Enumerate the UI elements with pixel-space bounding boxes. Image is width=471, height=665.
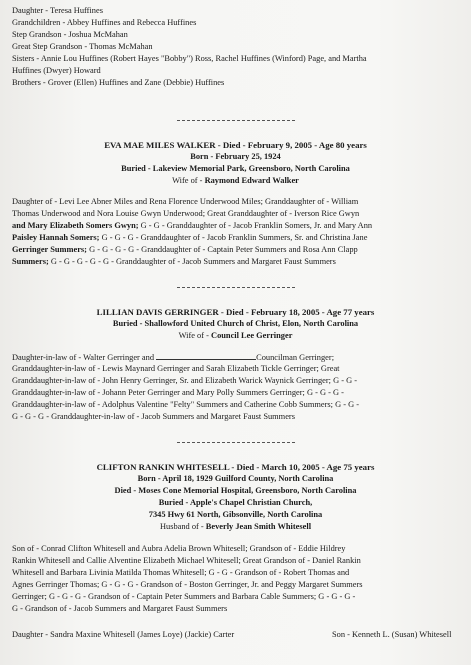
walker-wife-line — [0, 176, 471, 186]
whitesell-lineage-1: Son of - Conrad Clifton Whitesell and Aubra Adelia Brown Whitesell; Grandson of - Eddie Hildrey — [12, 544, 346, 553]
whitesell-buried: Buried - Apple's Chapel Christian Church, — [158, 498, 313, 507]
walker-lineage-5 — [12, 245, 464, 255]
gerringer-header: LILLIAN DAVIS GERRINGER - Died - February 18, 2005 - Age 77 years — [96, 307, 375, 317]
gerringer-lineage-5: Granddaughter-in-law of - Adolphus Valentine "Felty" Summers and Catherine Cobb Summers; G - G - — [12, 400, 360, 409]
gerringer-lineage-1-left: Daughter-in-law of - Walter Gerringer and — [12, 353, 155, 362]
gerringer-wife-prefix: Wife of - — [178, 331, 212, 340]
gerringer-lineage-1-right: Councilman Gerringer; — [256, 353, 335, 362]
whitesell-children — [12, 630, 464, 640]
walker-lineage-2: Thomas Underwood and Nora Louise Gwyn Underwood; Great Granddaughter of - Iverson Rice Gwyn — [12, 209, 360, 218]
top-grandchildren: Grandchildren - Abbey Huffines and Rebecca Huffines — [12, 18, 197, 27]
top-brothers: Brothers - Grover (Ellen) Huffines and Zane (Debbie) Huffines — [12, 78, 225, 87]
top-sisters-line1: Sisters - Annie Lou Huffines (Robert Hayes "Bobby") Ross, Rachel Huffines (Winford) Page, and Martha — [12, 54, 367, 63]
gerringer-lineage-3: Granddaughter-in-law of - John Henry Gerringer, Sr. and Elizabeth Warick Waynick Gerringer; G - G - — [12, 376, 358, 385]
top-step-grandson: Step Grandson - Joshua McMahan — [12, 30, 128, 39]
walker-lineage-4-bold: Paisley Hannah Somers; — [12, 233, 100, 242]
walker-lineage-6-rest: G - G - G - G - G - Granddaughter of - Jacob Summers and Margaret Faust Summers — [48, 257, 336, 266]
whitesell-header: CLIFTON RANKIN WHITESELL - Died - March 10, 2005 - Age 75 years — [96, 462, 375, 472]
walker-lineage-4 — [12, 233, 464, 243]
top-great-step-grandson: Great Step Grandson - Thomas McMahan — [12, 42, 153, 51]
whitesell-lineage-6: G - Grandson of - Jacob Summers and Margaret Faust Summers — [12, 604, 228, 613]
whitesell-died: Died - Moses Cone Memorial Hospital, Greensboro, North Carolina — [114, 486, 357, 495]
walker-lineage-5-rest: G - G - G - G - Granddaughter of - Captain Peter Summers and Rosa Ann Clapp — [86, 245, 358, 254]
section-divider — [177, 442, 295, 443]
walker-wife-name: Raymond Edward Walker — [204, 176, 299, 185]
walker-lineage-3-bold: and Mary Elizabeth Somers Gwyn; — [12, 221, 139, 230]
whitesell-address: 7345 Hwy 61 North, Gibsonville, North Carolina — [148, 510, 323, 519]
walker-wife-prefix: Wife of - — [172, 176, 205, 185]
section-divider — [177, 120, 295, 121]
walker-born: Born - February 25, 1924 — [190, 152, 281, 161]
whitesell-son: Son - Kenneth L. (Susan) Whitesell — [332, 630, 452, 639]
gerringer-lineage-4: Granddaughter-in-law of - Johann Peter Gerringer and Mary Polly Summers Gerringer; G - G - G - — [12, 388, 344, 397]
walker-lineage-1: Daughter of - Levi Lee Abner Miles and Rena Florence Underwood Miles; Granddaughter of - William — [12, 197, 359, 206]
top-sisters-line2: Huffines (Dwyer) Howard — [12, 66, 101, 75]
whitesell-husband-line — [0, 522, 471, 532]
whitesell-husband-name: Beverly Jean Smith Whitesell — [205, 522, 312, 531]
gerringer-wife-name: Council Lee Gerringer — [211, 331, 293, 340]
walker-lineage-3-rest: G - G - Granddaughter of - Jacob Franklin Somers, Jr. and Mary Ann — [138, 221, 373, 230]
whitesell-born: Born - April 18, 1929 Guilford County, North Carolina — [137, 474, 334, 483]
top-daughter: Daughter - Teresa Huffines — [12, 6, 103, 15]
gerringer-lineage-6: G - G - G - Granddaughter-in-law of - Jacob Summers and Margaret Faust Summers — [12, 412, 295, 421]
gerringer-lineage-2: Granddaughter-in-law of - Lewis Maynard Gerringer and Sarah Elizabeth Tickle Gerringer; Great — [12, 364, 340, 373]
whitesell-lineage-2: Rankin Whitesell and Callie Alventine Elizabeth Michael Whitesell; Great Grandson of - Daniel Rankin — [12, 556, 361, 565]
gerringer-wife-line — [0, 331, 471, 341]
walker-lineage-5-bold: Gerringer Summers; — [12, 245, 87, 254]
walker-lineage-3 — [12, 221, 464, 231]
walker-header: EVA MAE MILES WALKER - Died - February 9, 2005 - Age 80 years — [104, 140, 367, 150]
whitesell-lineage-5: Gerringer; G - G - G - Grandson of - Captain Peter Summers and Barbara Cable Summers; G - G - G - — [12, 592, 356, 601]
gerringer-lineage-1 — [12, 352, 464, 363]
walker-lineage-6 — [12, 257, 464, 267]
whitesell-lineage-4: Agnes Gerringer Thomas; G - G - G - Grandson of - Boston Gerringer, Jr. and Peggy Margaret Summers — [12, 580, 363, 589]
walker-lineage-4-rest: G - G - G - Granddaughter of - Jacob Franklin Summers, Sr. and Christina Jane — [99, 233, 368, 242]
walker-buried: Buried - Lakeview Memorial Park, Greensboro, North Carolina — [121, 164, 350, 173]
whitesell-lineage-3: Whitesell and Barbara Livinia Matilda Thomas Whitesell; G - G - Grandson of - Robert Thomas and — [12, 568, 350, 577]
whitesell-daughter: Daughter - Sandra Maxine Whitesell (James Loye) (Jackie) Carter — [12, 630, 235, 639]
walker-lineage-6-bold: Summers; — [12, 257, 49, 266]
whitesell-husband-prefix: Husband of - — [159, 522, 206, 531]
blank-underline — [156, 352, 256, 360]
gerringer-buried: Buried - Shallowford United Church of Christ, Elon, North Carolina — [112, 319, 359, 328]
section-divider — [177, 287, 295, 288]
